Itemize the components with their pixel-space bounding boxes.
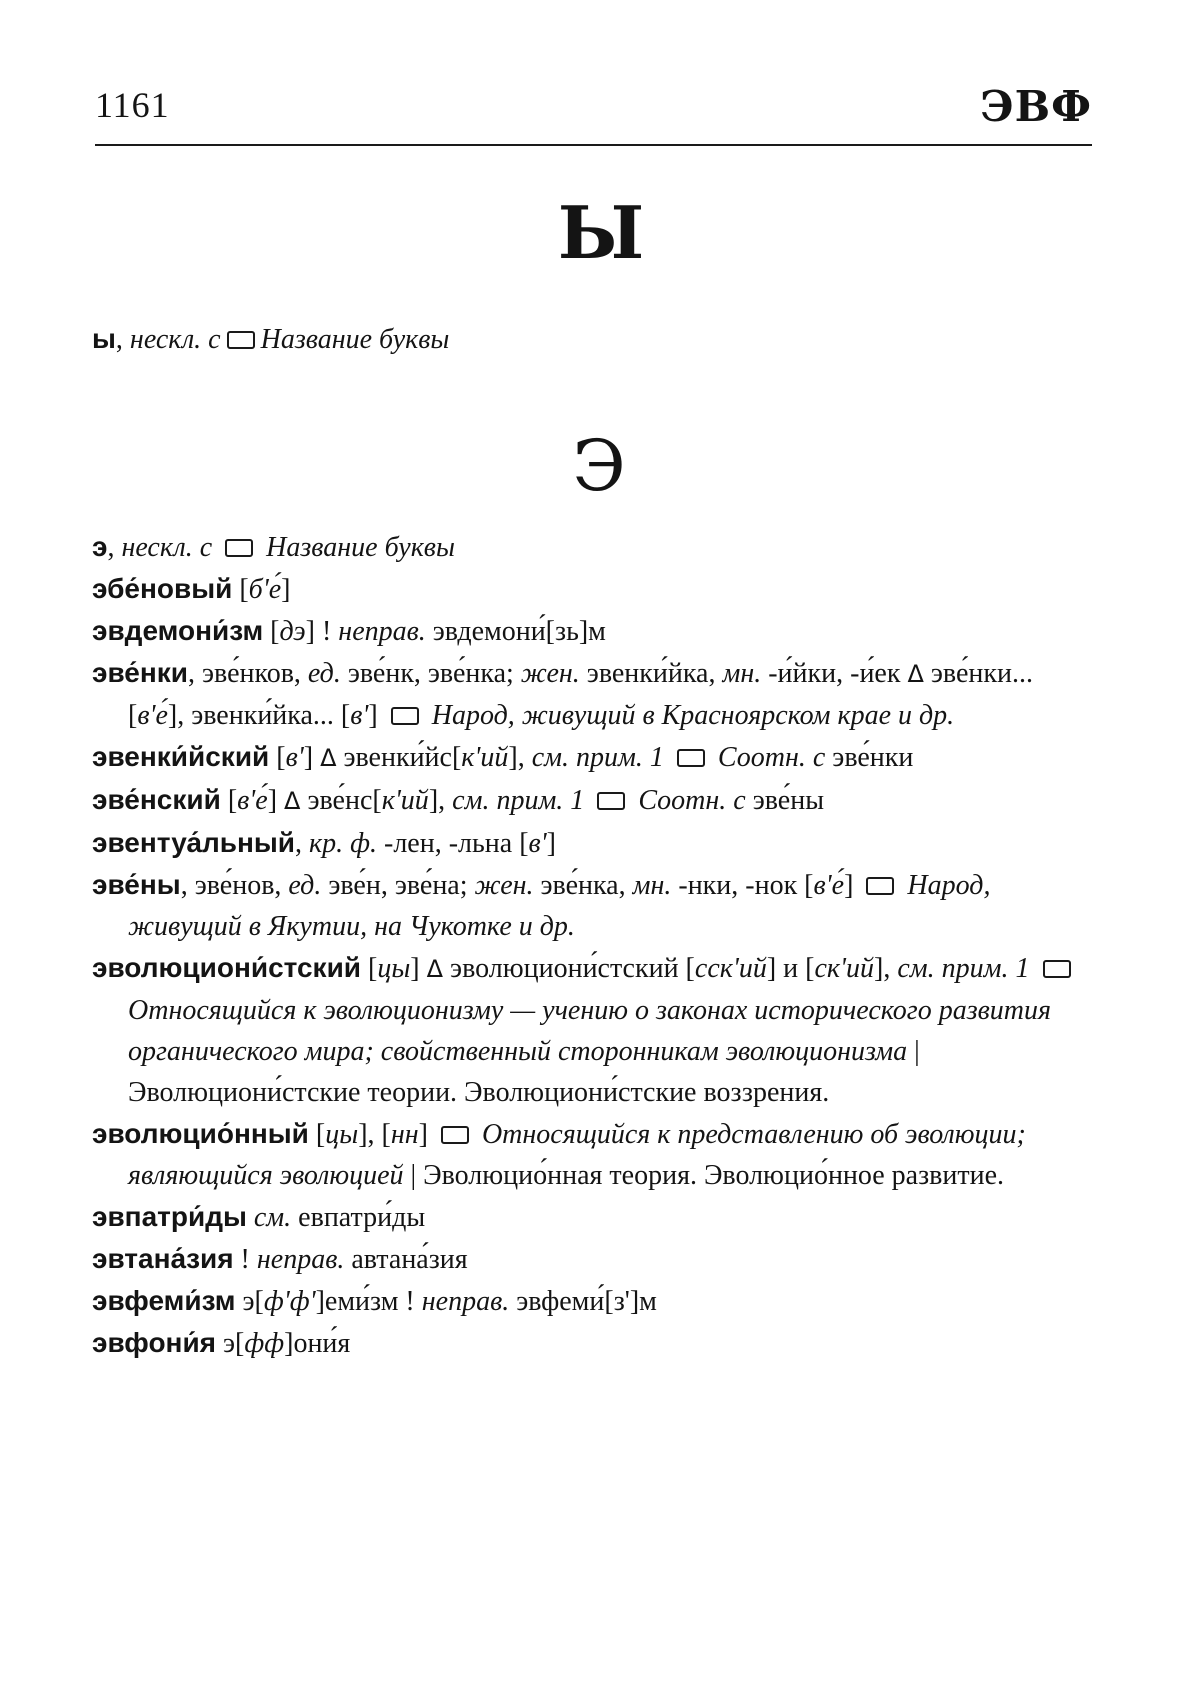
italic-note: в'е́ — [813, 870, 845, 901]
dictionary-entry — [92, 1280, 1092, 1322]
text-segment: [ — [220, 785, 238, 816]
text-segment: ] — [267, 785, 285, 816]
text-segment: эве́нки... [ — [128, 658, 1033, 731]
grammar-note: нескл. с — [129, 324, 221, 355]
text-segment: ] — [418, 1119, 428, 1150]
text-segment: ! — [233, 1244, 257, 1275]
italic-note: см. — [253, 1202, 292, 1233]
dictionary-entry — [92, 526, 1092, 568]
headword: эвентуа́льный — [92, 827, 296, 858]
italic-note: ск'ий — [814, 953, 874, 984]
italic-note: Народ, живущий в Красноярском крае и др. — [431, 700, 955, 731]
text-segment: евпатри́ды — [291, 1202, 426, 1233]
dictionary-entries — [92, 526, 1092, 1364]
text-segment: ] — [281, 574, 291, 605]
italic-note: б'е́ — [248, 574, 282, 605]
definition: Название буквы — [260, 324, 450, 355]
italic-note: Относящийся к представлению об эволюции; являющийся эволюцией — [128, 1119, 1026, 1191]
dictionary-entry — [92, 822, 1092, 864]
dictionary-entry — [92, 652, 1092, 736]
section-letter-e: Э — [572, 425, 626, 507]
text-segment: , — [107, 532, 122, 563]
dictionary-entry — [92, 779, 1092, 822]
dictionary-entry — [92, 568, 1092, 610]
italic-note: нн — [390, 1119, 419, 1150]
text-segment: эве́ны — [745, 785, 825, 816]
headword: эве́нский — [92, 784, 221, 815]
text-segment — [247, 1202, 254, 1233]
italic-note: ед. — [307, 658, 341, 689]
dictionary-entry-y — [92, 318, 1092, 360]
text-segment: , эве́нков, — [188, 658, 308, 689]
text-segment: [ — [308, 1119, 326, 1150]
italic-note: в'е́ — [237, 785, 268, 816]
text-segment: ь]м — [566, 616, 606, 647]
text-segment: эве́нка, — [533, 870, 633, 901]
text-segment: , — [295, 828, 310, 859]
triangle-icon: Δ — [320, 744, 337, 772]
headword: эвтана́зия — [92, 1243, 234, 1274]
text-segment: ]еми́зм ! — [315, 1286, 422, 1317]
italic-note: ф'ф' — [263, 1286, 316, 1317]
text-segment: эве́нки — [825, 742, 914, 773]
italic-note: цы — [325, 1119, 359, 1150]
text-segment: ]м — [629, 1286, 657, 1317]
definition-box-icon — [225, 539, 253, 557]
italic-note: см. прим. 1 — [897, 953, 1030, 984]
definition-box-icon — [227, 331, 255, 349]
page-header — [95, 82, 1092, 146]
text-segment: ], — [508, 742, 532, 773]
text-segment: ] — [844, 870, 854, 901]
italic-note: в'е́ — [137, 700, 168, 731]
text-segment: эволюциони́стский [ — [443, 953, 695, 984]
triangle-icon: Δ — [426, 955, 444, 983]
headword: эвенки́йский — [92, 741, 270, 772]
text-segment: [ — [263, 616, 280, 647]
italic-note: кр. ф. — [309, 828, 377, 859]
text-segment: эве́н, эве́на; — [321, 870, 475, 901]
text-segment: эвдемони́[з — [425, 616, 567, 647]
headword: эвфони́я — [92, 1327, 217, 1358]
text-segment: -нки, -нок [ — [671, 870, 814, 901]
text-segment: ] — [368, 700, 378, 731]
text-segment: эве́нк, эве́нка; — [340, 658, 521, 689]
triangle-icon: Δ — [284, 787, 301, 815]
italic-note: Относящийся к эволюционизму — учению о законах исторического развития органического мира; свойственный сторонникам эволюционизма — [128, 995, 1052, 1067]
definition-box-icon — [391, 707, 419, 725]
text-segment: ] — [410, 953, 427, 984]
italic-note: фф — [244, 1328, 285, 1359]
italic-note: Название буквы — [266, 532, 455, 563]
text-segment: [ — [232, 574, 249, 605]
dictionary-entry — [92, 736, 1092, 779]
dictionary-entry — [92, 610, 1092, 652]
headword: эве́нки — [92, 657, 189, 688]
dictionary-entry — [92, 1238, 1092, 1280]
italic-note: мн. — [722, 658, 762, 689]
text-segment: эвфеми́[з' — [509, 1286, 630, 1317]
text-segment: -лен, -льна [ — [377, 828, 529, 859]
headword: эволюциони́стский — [92, 952, 361, 983]
text-segment: ] и [ — [766, 953, 815, 984]
text-segment: , эве́нов, — [180, 870, 289, 901]
text-segment: ], [ — [358, 1119, 391, 1150]
italic-note: см. прим. 1 — [531, 742, 664, 773]
triangle-icon: Δ — [907, 660, 924, 688]
text-segment: эвенки́йка, — [579, 658, 723, 689]
italic-note: сск'ий — [694, 953, 767, 984]
italic-note: ед. — [288, 870, 322, 901]
headword: э — [92, 531, 108, 562]
text-segment: ] — [546, 828, 556, 859]
definition-box-icon — [441, 1126, 469, 1144]
italic-note: неправ. — [338, 616, 426, 647]
italic-note: см. прим. 1 — [452, 785, 585, 816]
italic-note: к'ий — [461, 742, 509, 773]
text-segment: ] — [303, 742, 321, 773]
dictionary-entry — [92, 864, 1092, 947]
italic-note: дэ — [279, 616, 306, 647]
text-segment: [ — [361, 953, 378, 984]
italic-note: нескл. с — [121, 532, 213, 563]
italic-note: жен. — [520, 658, 580, 689]
dictionary-entry — [92, 1113, 1092, 1196]
italic-note: мн. — [632, 870, 672, 901]
definition-box-icon — [1043, 960, 1071, 978]
definition-box-icon — [677, 749, 705, 767]
text-segment: ], — [874, 953, 898, 984]
headword: ы — [92, 323, 116, 354]
text-segment: автана́зия — [344, 1244, 468, 1275]
text-segment: э[ — [235, 1286, 264, 1317]
headword: эвпатри́ды — [92, 1201, 247, 1232]
definition-box-icon — [597, 792, 625, 810]
italic-note: Народ, живущий в Якутии, на Чукотке и др. — [128, 870, 991, 942]
headword: эволюцио́нный — [92, 1118, 309, 1149]
separator: , — [115, 324, 123, 355]
definition-box-icon — [866, 877, 894, 895]
text-segment: [ — [269, 742, 286, 773]
section-letter-y: Ы — [557, 190, 645, 275]
headword: эвфеми́зм — [92, 1285, 236, 1316]
dictionary-entry — [92, 1322, 1092, 1364]
text-segment: ] ! — [305, 616, 339, 647]
italic-note: в' — [528, 828, 547, 859]
text-segment: | Эволюциони́стские теории. Эволюциони́стские воззрения. — [128, 1036, 920, 1108]
running-head: ЭВФ — [980, 82, 1092, 131]
italic-note: в' — [285, 742, 304, 773]
text-segment: эве́нс[ — [300, 785, 382, 816]
text-segment: эвенки́йс[ — [336, 742, 462, 773]
text-segment: ], эвенки́йка... [ — [167, 700, 351, 731]
italic-note: жен. — [474, 870, 534, 901]
italic-note: неправ. — [421, 1286, 510, 1317]
dictionary-entry — [92, 1196, 1092, 1238]
text-segment: | Эволюцио́нная теория. Эволюцио́нное развитие. — [403, 1160, 1005, 1191]
headword: эве́ны — [92, 869, 181, 900]
dictionary-entry — [92, 947, 1092, 1113]
italic-note: цы — [377, 953, 411, 984]
text-segment: ]они́я — [284, 1328, 351, 1359]
italic-note: Соотн. с — [638, 785, 746, 816]
italic-note: в' — [350, 700, 369, 731]
italic-note: к'ий — [381, 785, 429, 816]
text-segment: э[ — [216, 1328, 245, 1359]
headword: эбе́новый — [92, 573, 233, 604]
italic-note: неправ. — [256, 1244, 345, 1275]
headword: эвдемони́зм — [92, 615, 264, 646]
page-number: 1161 — [95, 85, 170, 125]
italic-note: Соотн. с — [717, 742, 826, 773]
text-segment: ], — [428, 785, 453, 816]
text-segment: -и́йки, -и́ек — [761, 658, 908, 689]
